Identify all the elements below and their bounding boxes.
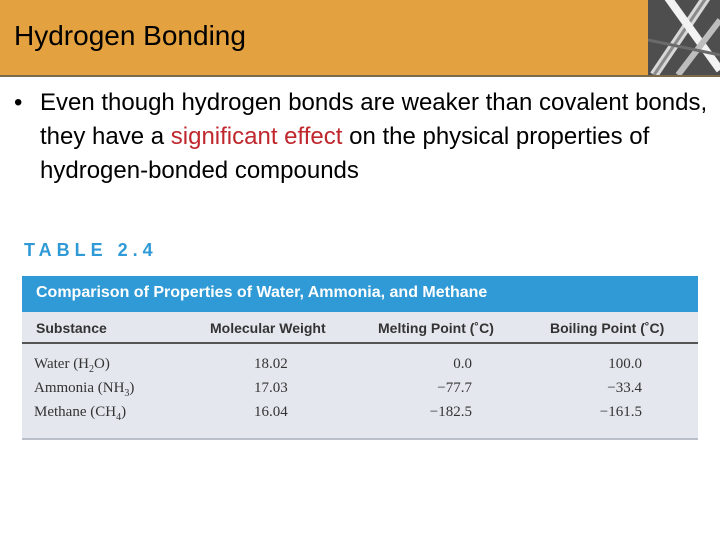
bullet-text-after: on the physical properties of hydrogen-bonded compounds [40,123,650,184]
title-divider [0,75,720,77]
table-header-rule [22,342,698,344]
bullet-marker: • [14,89,23,116]
column-header-melting-point: Melting Point (˚C) [378,320,494,336]
table-row-substance: Water $(H_2O)$ [34,356,110,375]
table-row-melting-point: −182.5 [429,404,472,420]
column-header-substance: Substance [36,320,107,336]
table-label: TABLE 2.4 [24,240,158,260]
table-row-boiling-point: −33.4 [607,380,642,396]
table-row-substance: Methane $(CH_4)$ [34,404,127,423]
table-row-melting-point: −77.7 [437,380,472,396]
crossed-sticks-logo-icon [648,0,720,75]
table-row-molecular-weight: 18.02 [254,356,288,372]
column-header-molecular-weight: Molecular Weight [210,320,326,336]
bullet-text-before: Even though hydrogen bonds are weaker than covalent bonds, they have a [40,89,708,150]
column-header-boiling-point: Boiling Point (˚C) [550,320,665,336]
table-row-substance: Ammonia $(NH_3)$ [34,380,135,399]
bullet-highlight: significant effect [170,123,343,150]
table-row-molecular-weight: 17.03 [254,380,288,396]
table-caption: Comparison of Properties of Water, Ammonia, and Methane [36,284,488,301]
table-row-boiling-point: −161.5 [599,404,642,420]
table-caption-bar [22,276,698,312]
table-row-boiling-point: 100.0 [608,356,642,372]
bullet-text [40,86,720,188]
slide-title: Hydrogen Bonding [14,20,246,51]
table-row-molecular-weight: 16.04 [254,404,288,420]
properties-table [22,276,698,440]
table-row-melting-point: 0.0 [453,356,472,372]
